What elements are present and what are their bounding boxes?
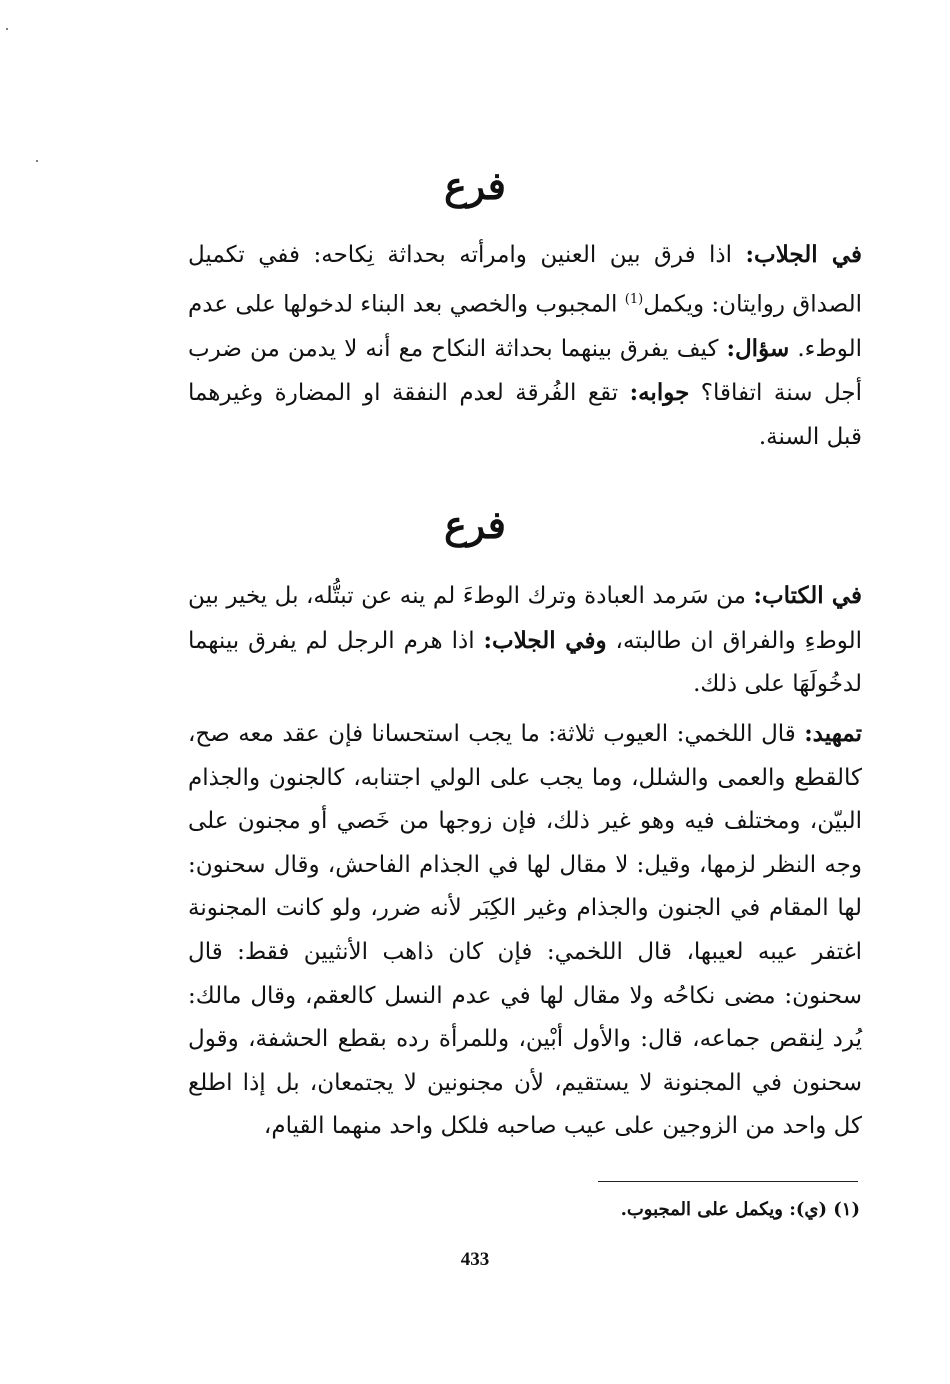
page-number: 433 (460, 1249, 490, 1270)
body-text: اذا هرم الرجل لم يفرق بينهما لدخُولَهَا على ذلك. (188, 627, 862, 698)
body-text: قال اللخمي: العيوب ثلاثة: ما يجب استحسانا فإن عقد معه صح، كالقطع والعمى والشلل، وما يجب على الولي اجتنابه، كالجنون والجذام البيّن، ومختلف فيه وهو غير ذلك، فإن زوجها من خَصي أو مجنون على وجه النظر لزمها، وقيل: لا مقال لها في الجذام الفاحش، وقال سحنون: لها المقام في الجنون والجذام وغير الكِبَر لأنه ضرر، ولو كانت المجنونة اغتفر عيبه لعيبها، قال اللخمي: فإن كان ذاهب الأنثيين فقط: قال سحنون: مضى نكاحُه ولا مقال لها في عدم النسل كالعقم، وقال مالك: يُرد لِنقص جماعه، قال: والأول أبْين، وللمرأة رده بقطع الحشفة، وقول سحنون في المجنونة لا يستقيم، لأن مجنونين لا يجتمعان، بل إذا اطلع كل واحد من الزوجين على عيب صاحبه فلكل واحد منهما القيام، (188, 721, 862, 1140)
footnote-divider (598, 1181, 858, 1182)
footnote-source: (ي) (795, 1199, 827, 1220)
lead-label: تمهيد: (804, 720, 862, 747)
body-text: المجبوب والخصي بعد البناء لدخولها على عدم الوطء. (188, 291, 862, 362)
section-heading: فرع (444, 502, 506, 547)
section-heading: فرع (444, 163, 506, 208)
lead-label: وفي الجلاب: (483, 626, 607, 654)
section3-paragraph (188, 712, 862, 1162)
footnote-reference: (1) (624, 291, 644, 307)
section1-paragraph (188, 233, 862, 451)
footnote-text: : ويكمل على المجبوب. (620, 1199, 796, 1220)
scan-speck (36, 160, 38, 162)
body-text: من سَرمد العبادة وترك الوطءَ لم ينه عن تبتُّله، بل يخير بين الوطءِ والفراق ان طالبته، (188, 583, 863, 654)
section2-paragraph (188, 574, 862, 706)
lead-label: في الجلاب: (745, 241, 862, 268)
answer-label: جوابه: (629, 379, 690, 407)
footnote (188, 1196, 860, 1224)
scan-speck (6, 28, 8, 30)
footnote-marker: (١) (833, 1199, 860, 1220)
body-text: اذا فرق بين العنين وامرأته بحداثة نِكاحه: ففي تكميل الصداق روايتان: ويكمل (188, 242, 862, 318)
question-label: سؤال: (726, 334, 790, 362)
body-text: كيف يفرق بينهما بحداثة النكاح مع أنه لا يدمن من ضرب أجل سنة اتفاقا؟ (188, 335, 862, 407)
lead-label: في الكتاب: (753, 582, 862, 609)
body-text: تقع الفُرقة لعدم النفقة او المضارة وغيرهما قبل السنة. (188, 380, 862, 451)
